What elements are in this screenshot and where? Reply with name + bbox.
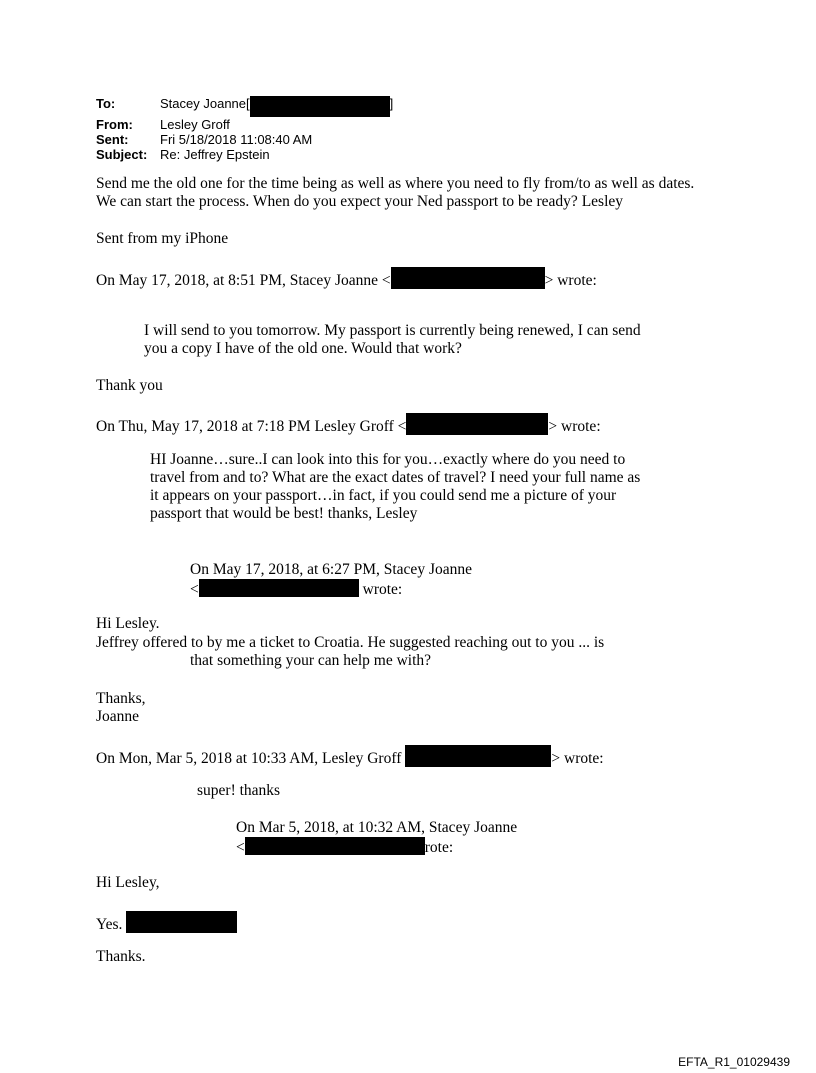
subject-row: [96, 147, 393, 162]
super-thanks-line: super! thanks: [197, 782, 281, 799]
thanks-line: Thanks,: [96, 690, 146, 707]
angle-bracket: <: [236, 839, 245, 856]
from-row: [96, 117, 393, 132]
signature-line: Joanne: [96, 708, 140, 725]
quoted-message-1: [144, 322, 641, 358]
quote-header-text: On Mon, Mar 5, 2018 at 10:33 AM, Lesley Groff: [96, 750, 402, 767]
thanks-joanne-block: [96, 690, 146, 726]
quote-header-5: [236, 819, 517, 857]
email-header: [96, 96, 393, 162]
quote-header-1: [96, 267, 597, 290]
body-line: We can start the process. When do you expect your Ned passport to be ready? Lesley: [96, 193, 624, 210]
body-paragraph-1: [96, 175, 694, 211]
body-line: I will send to you tomorrow. My passport is currently being renewed, I can send: [144, 322, 641, 339]
document-id: EFTA_R1_01029439: [678, 1055, 790, 1069]
angle-bracket: <: [190, 581, 199, 598]
quote-header-suffix: > wrote:: [551, 750, 604, 767]
hi-lesley-1: Hi Lesley.: [96, 615, 160, 632]
quote-header-text: On May 17, 2018, at 8:51 PM, Stacey Joanne <: [96, 272, 391, 289]
sent-value: Fri 5/18/2018 11:08:40 AM: [160, 132, 313, 147]
quote-header-text: On May 17, 2018, at 6:27 PM, Stacey Joanne: [190, 561, 472, 578]
quote-header-4: [96, 745, 604, 768]
yes-text: Yes.: [96, 916, 123, 933]
body-line: that something your can help me with?: [190, 652, 432, 669]
body-line: you a copy I have of the old one. Would that work?: [144, 340, 462, 357]
thanks-closing: Thanks.: [96, 948, 146, 965]
hi-lesley-2: Hi Lesley,: [96, 874, 160, 891]
quote-header-text: On Mar 5, 2018, at 10:32 AM, Stacey Joanne: [236, 819, 518, 836]
to-label: To:: [96, 96, 116, 111]
thank-you-line: Thank you: [96, 377, 163, 394]
body-line: travel from and to? What are the exact dates of travel? I need your full name as: [150, 469, 641, 486]
redaction-box: [406, 413, 548, 435]
from-label: From:: [96, 117, 133, 132]
sent-label: Sent:: [96, 132, 129, 147]
body-line: Send me the old one for the time being as well as where you need to fly from/to as well as dates.: [96, 175, 695, 192]
quote-header-suffix: > wrote:: [548, 418, 601, 435]
to-value: Stacey Joanne[: [160, 96, 250, 111]
quoted-message-2: [150, 451, 640, 523]
to-row: [96, 96, 393, 117]
redaction-box: [391, 267, 545, 289]
body-line: it appears on your passport…in fact, if you could send me a picture of your: [150, 487, 617, 504]
quote-header-suffix: > wrote:: [544, 272, 597, 289]
subject-label: Subject:: [96, 147, 148, 162]
quote-header-suffix: wrote:: [358, 581, 403, 598]
to-close: ]: [389, 96, 394, 111]
yes-line: [96, 911, 237, 934]
subject-value: Re: Jeffrey Epstein: [160, 147, 270, 162]
body-line: Jeffrey offered to by me a ticket to Croatia. He suggested reaching out to you ... is: [96, 634, 605, 651]
redaction-box: [405, 745, 551, 767]
quote-header-line-2: [190, 579, 472, 599]
body-line: passport that would be best! thanks, Lesley: [150, 505, 418, 522]
redaction-box: [250, 96, 390, 117]
quote-header-suffix: rote:: [424, 839, 454, 856]
from-value: Lesley Groff: [160, 117, 230, 132]
jeffrey-message: [96, 634, 604, 670]
quote-header-3: [190, 561, 472, 599]
redaction-box: [245, 837, 425, 855]
sent-row: [96, 132, 393, 147]
body-line: HI Joanne…sure..I can look into this for you…exactly where do you need to: [150, 451, 626, 468]
redaction-box: [199, 579, 359, 597]
quote-header-2: [96, 413, 601, 436]
redaction-box: [126, 911, 237, 933]
quote-header-line-2: [236, 837, 517, 857]
quote-header-text: On Thu, May 17, 2018 at 7:18 PM Lesley Groff <: [96, 418, 407, 435]
sent-from-line: Sent from my iPhone: [96, 230, 229, 247]
